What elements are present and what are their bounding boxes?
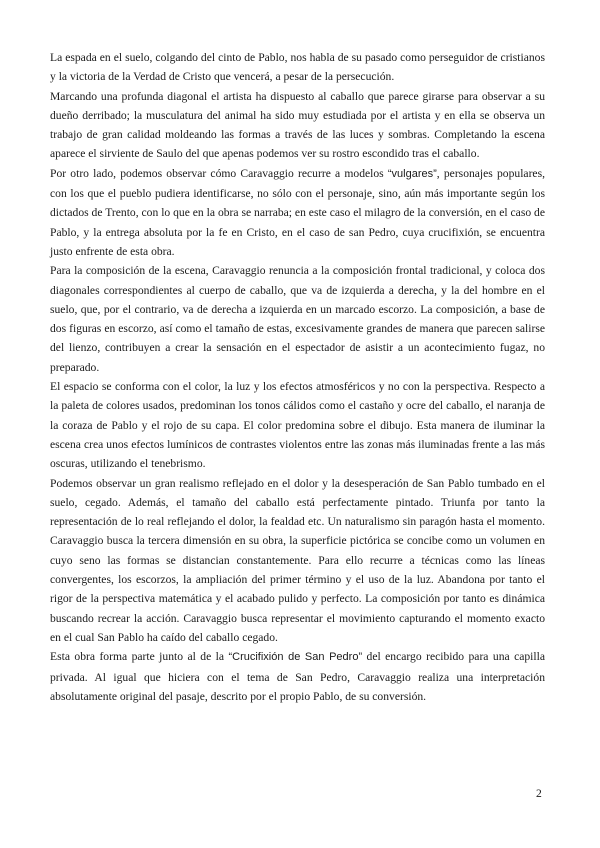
paragraph-5: El espacio se conforma con el color, la luz y los efectos atmosféricos y no con la perspectiva. Respecto a la paleta de colores usados, predominan los tonos cálidos como el castaño y ocre del caballo, el naranja de la coraza de Pablo y el rojo de su capa. El color predomina sobre el dibujo. Esta manera de iluminar la escena crea unos efectos lumínicos de contrastes violentos entre las zonas más iluminadas frente a las más oscuras, utilizando el tenebrismo. bbox=[50, 380, 545, 471]
paragraph-7 bbox=[50, 647, 545, 706]
paragraph-2: Marcando una profunda diagonal el artista ha dispuesto al caballo que parece girarse para observar a su dueño derribado; la musculatura del animal ha sido muy estudiada por el artista y en ella se observa un trabajo de gran calidad moldeando las formas a través de las luces y sombras. Completando la escena aparece el sirviente de Saulo del que apenas podemos ver su rostro escondido tras el caballo. bbox=[50, 89, 545, 161]
paragraph-1: La espada en el suelo, colgando del cinto de Pablo, nos habla de su pasado como perseguidor de cristianos y la victoria de la Verdad de Cristo que vencerá, a pesar de la persecución. bbox=[50, 51, 545, 84]
paragraph-3 bbox=[50, 164, 545, 261]
document-body bbox=[50, 48, 545, 706]
paragraph-4: Para la composición de la escena, Caravaggio renuncia a la composición frontal tradicional, y coloca dos diagonales correspondientes al cuerpo de caballo, que va de izquierda a derecha, y la del hombre en el suelo, que, por el contrario, va de derecha a izquierda en un marcado escorzo. La composición, a base de dos figuras en escorzo, así como el tamaño de estas, excesivamente grandes de manera que parecen salirse del lienzo, contribuyen a crear la sensación en el espectador de asistir a un acontecimiento fugaz, no preparado. bbox=[50, 264, 545, 374]
quoted-title-crucifixion: “Crucifixión de San Pedro” bbox=[228, 651, 363, 664]
paragraph-6: Podemos observar un gran realismo reflejado en el dolor y la desesperación de San Pablo tumbado en el suelo, cegado. Además, el tamaño del caballo está perfectamente pintado. Triunfa por tanto la representación de lo real reflejando el dolor, la fealdad etc. Un naturalismo sin paragón hasta el momento. Caravaggio busca la tercera dimensión en su obra, la superficie pictórica se concibe como un volumen en cuyo seno las formas se distancian constantemente. Para ello recurre a técnicas como las líneas convergentes, los escorzos, la ampliación del primer término y el uso de la luz. Abandona por tanto el rigor de la perspectiva matemática y el acabado pulido y perfecto. La composición por tanto es dinámica buscando recrear la acción. Caravaggio busca representar el movimiento capturando el momento exacto en el cual San Pablo ha caído del caballo cegado. bbox=[50, 476, 545, 644]
page-number: 2 bbox=[536, 787, 542, 800]
paragraph-3-start: Por otro lado, podemos observar cómo Caravaggio recurre a modelos bbox=[50, 166, 388, 180]
paragraph-7-end: del encargo recibido para una capilla privada. Al igual que hiciera con el tema de San Pedro, Caravaggio realiza una interpretación absolutamente original del pasaje, descrito por el propio Pablo, de su conversión. bbox=[50, 650, 545, 703]
paragraph-7-start: Esta obra forma parte junto al de la bbox=[50, 650, 229, 664]
paragraph-3-end: , personajes populares, con los que el pueblo pudiera identificarse, no sólo con el personaje, sino, aún más importante según los dictados de Trento, con lo que en la obra se narraba; en este caso el milagro de la conversión, en el caso de Pablo, y la entrega absoluta por la fe en Cristo, en el caso de san Pedro, cuya crucifixión, se encuentra justo enfrente de esta obra. bbox=[50, 166, 545, 258]
quoted-term-vulgares: “vulgares” bbox=[387, 167, 437, 180]
